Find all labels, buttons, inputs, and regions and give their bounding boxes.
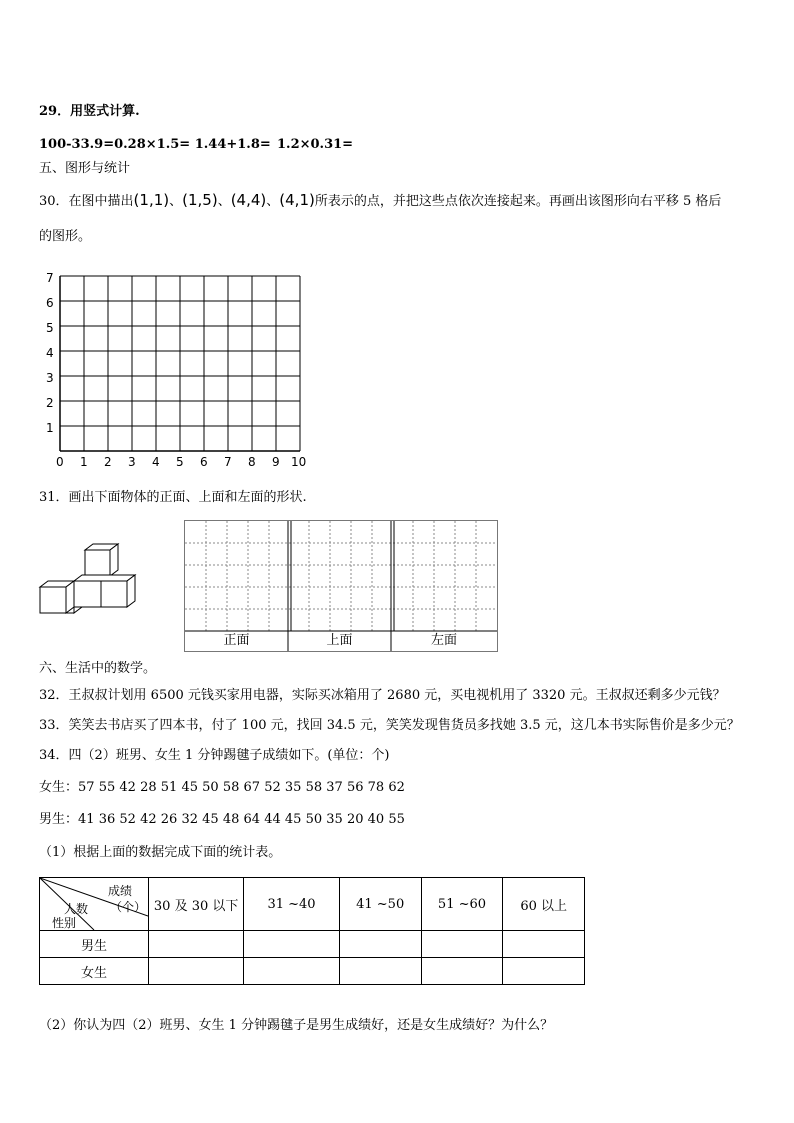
x-label-6: 6 <box>200 455 208 469</box>
boy-score: 42 <box>140 812 157 827</box>
x-label-0: 0 <box>56 455 64 469</box>
girls-label: 女生： <box>39 780 79 795</box>
col-header: 30 及 30 以下 <box>149 878 244 931</box>
girls-scores <box>39 780 405 796</box>
x-label-3: 3 <box>128 455 136 469</box>
view-label-top: 上面 <box>326 633 353 648</box>
girl-score: 37 <box>326 780 343 795</box>
diagonal-header-cell <box>40 878 149 931</box>
girl-score: 50 <box>202 780 219 795</box>
girl-score: 55 <box>98 780 116 795</box>
answer-cell[interactable] <box>503 931 585 958</box>
q29-expr-d: 1.2×0.31= <box>277 137 354 152</box>
x-label-10: 10 <box>291 455 307 469</box>
col-header: 51 ~60 <box>421 878 503 931</box>
diag-count: 人数 <box>64 902 89 916</box>
answer-cell[interactable] <box>421 931 503 958</box>
boy-score: 45 <box>202 812 219 827</box>
q33-text: 33．笑笑去书店买了四本书，付了 100 元，找回 34.5 元，笑笑发现售货员多找她 3.5 元，这几本书实际售价是多少元？ <box>39 718 740 733</box>
view-label-left: 左面 <box>430 633 457 648</box>
col-header: 60 以上 <box>503 878 585 931</box>
point-3: (4,4) <box>230 191 267 209</box>
y-label-3: 3 <box>46 371 54 385</box>
q29-expressions <box>39 137 271 153</box>
coordinate-grid[interactable] <box>36 266 316 472</box>
boy-score: 44 <box>264 812 281 827</box>
girl-score: 45 <box>181 780 198 795</box>
section-6-heading: 六、生活中的数学。 <box>39 661 157 676</box>
boy-score: 40 <box>367 812 385 827</box>
y-label-2: 2 <box>46 396 54 410</box>
answer-cell[interactable] <box>149 958 244 985</box>
boy-score: 48 <box>222 812 240 827</box>
girl-score: 52 <box>264 780 281 795</box>
q30-line2: 的图形。 <box>39 229 92 244</box>
answer-cell[interactable] <box>421 958 503 985</box>
x-label-8: 8 <box>248 455 256 469</box>
view-label-front: 正面 <box>223 633 250 648</box>
x-label-4: 4 <box>152 455 160 469</box>
answer-cell[interactable] <box>339 958 421 985</box>
diag-score: 成绩 <box>108 884 133 898</box>
x-label-1: 1 <box>80 455 88 469</box>
boy-score: 32 <box>181 812 198 827</box>
answer-cell[interactable] <box>244 931 340 958</box>
diag-gender: 性别 <box>52 916 77 930</box>
y-label-6: 6 <box>46 296 54 310</box>
q34-part1: （1）根据上面的数据完成下面的统计表。 <box>39 845 282 860</box>
answer-cell[interactable] <box>149 931 244 958</box>
girl-score: 58 <box>305 780 323 795</box>
boys-label: 男生： <box>39 812 79 827</box>
girl-score: 57 <box>78 780 95 795</box>
boy-score: 64 <box>243 812 261 827</box>
boy-score: 41 <box>78 812 95 827</box>
diag-unit: （个） <box>110 900 147 914</box>
stat-table <box>39 877 585 985</box>
girl-score: 62 <box>388 780 405 795</box>
answer-cell[interactable] <box>503 958 585 985</box>
q30-sep-2: 、 <box>217 194 231 209</box>
boy-score: 26 <box>160 812 178 827</box>
q29-expr-a: 100-33.9= <box>39 137 115 152</box>
girl-score: 51 <box>160 780 178 795</box>
q29-expr-c: 1.44+1.8= <box>194 137 271 152</box>
row-header-girls: 女生 <box>40 958 149 985</box>
q29-title: 29．用竖式计算. <box>39 104 140 119</box>
q30-sep-1: 、 <box>169 194 183 209</box>
col-header: 31 ~40 <box>244 878 340 931</box>
point-1: (1,1) <box>133 191 170 209</box>
answer-cell[interactable] <box>339 931 421 958</box>
x-label-9: 9 <box>272 455 280 469</box>
boy-score: 55 <box>388 812 405 827</box>
q34-part2: （2）你认为四（2）班男、女生 1 分钟踢毽子是男生成绩好，还是女生成绩好？为什么？ <box>39 1018 554 1033</box>
x-label-5: 5 <box>176 455 184 469</box>
q30-suffix: 所表示的点，并把这些点依次连接起来。再画出该图形向右平移 5 格后 <box>314 194 722 209</box>
girl-score: 28 <box>140 780 157 795</box>
y-label-1: 1 <box>46 421 54 435</box>
boy-score: 36 <box>98 812 116 827</box>
q30-sep-3: 、 <box>266 194 280 209</box>
x-label-7: 7 <box>224 455 232 469</box>
q34-title: 34．四（2）班男、女生 1 分钟踢毽子成绩如下。(单位：个) <box>39 748 390 763</box>
boy-score: 35 <box>326 812 343 827</box>
views-drawing-area[interactable] <box>184 520 498 652</box>
boy-score: 50 <box>305 812 323 827</box>
point-2: (1,5) <box>182 191 218 209</box>
q31-title: 31．画出下面物体的正面、上面和左面的形状. <box>39 490 307 505</box>
q30-prefix: 30．在图中描出 <box>39 194 134 209</box>
girl-score: 67 <box>243 780 261 795</box>
y-label-5: 5 <box>46 321 54 335</box>
q29-expr-b: 0.28×1.5= <box>114 137 191 152</box>
girl-score: 42 <box>119 780 136 795</box>
girl-score: 78 <box>367 780 385 795</box>
y-label-4: 4 <box>46 346 54 360</box>
girl-score: 56 <box>346 780 364 795</box>
boy-score: 52 <box>119 812 136 827</box>
col-header: 41 ~50 <box>339 878 421 931</box>
x-label-2: 2 <box>104 455 112 469</box>
y-label-7: 7 <box>46 271 54 285</box>
q30-line1 <box>39 192 721 210</box>
boy-score: 45 <box>284 812 302 827</box>
girl-score: 58 <box>222 780 240 795</box>
boy-score: 20 <box>346 812 364 827</box>
answer-cell[interactable] <box>244 958 340 985</box>
q32-text: 32．王叔叔计划用 6500 元钱买家用电器，实际买冰箱用了 2680 元，买电视机用了 3320 元。王叔叔还剩多少元钱？ <box>39 688 726 703</box>
point-4: (4,1) <box>279 191 315 209</box>
section-5-heading: 五、图形与统计 <box>39 161 131 176</box>
girl-score: 35 <box>284 780 302 795</box>
row-header-boys: 男生 <box>40 931 149 958</box>
cube-figure <box>38 543 140 617</box>
boys-scores <box>39 812 405 828</box>
